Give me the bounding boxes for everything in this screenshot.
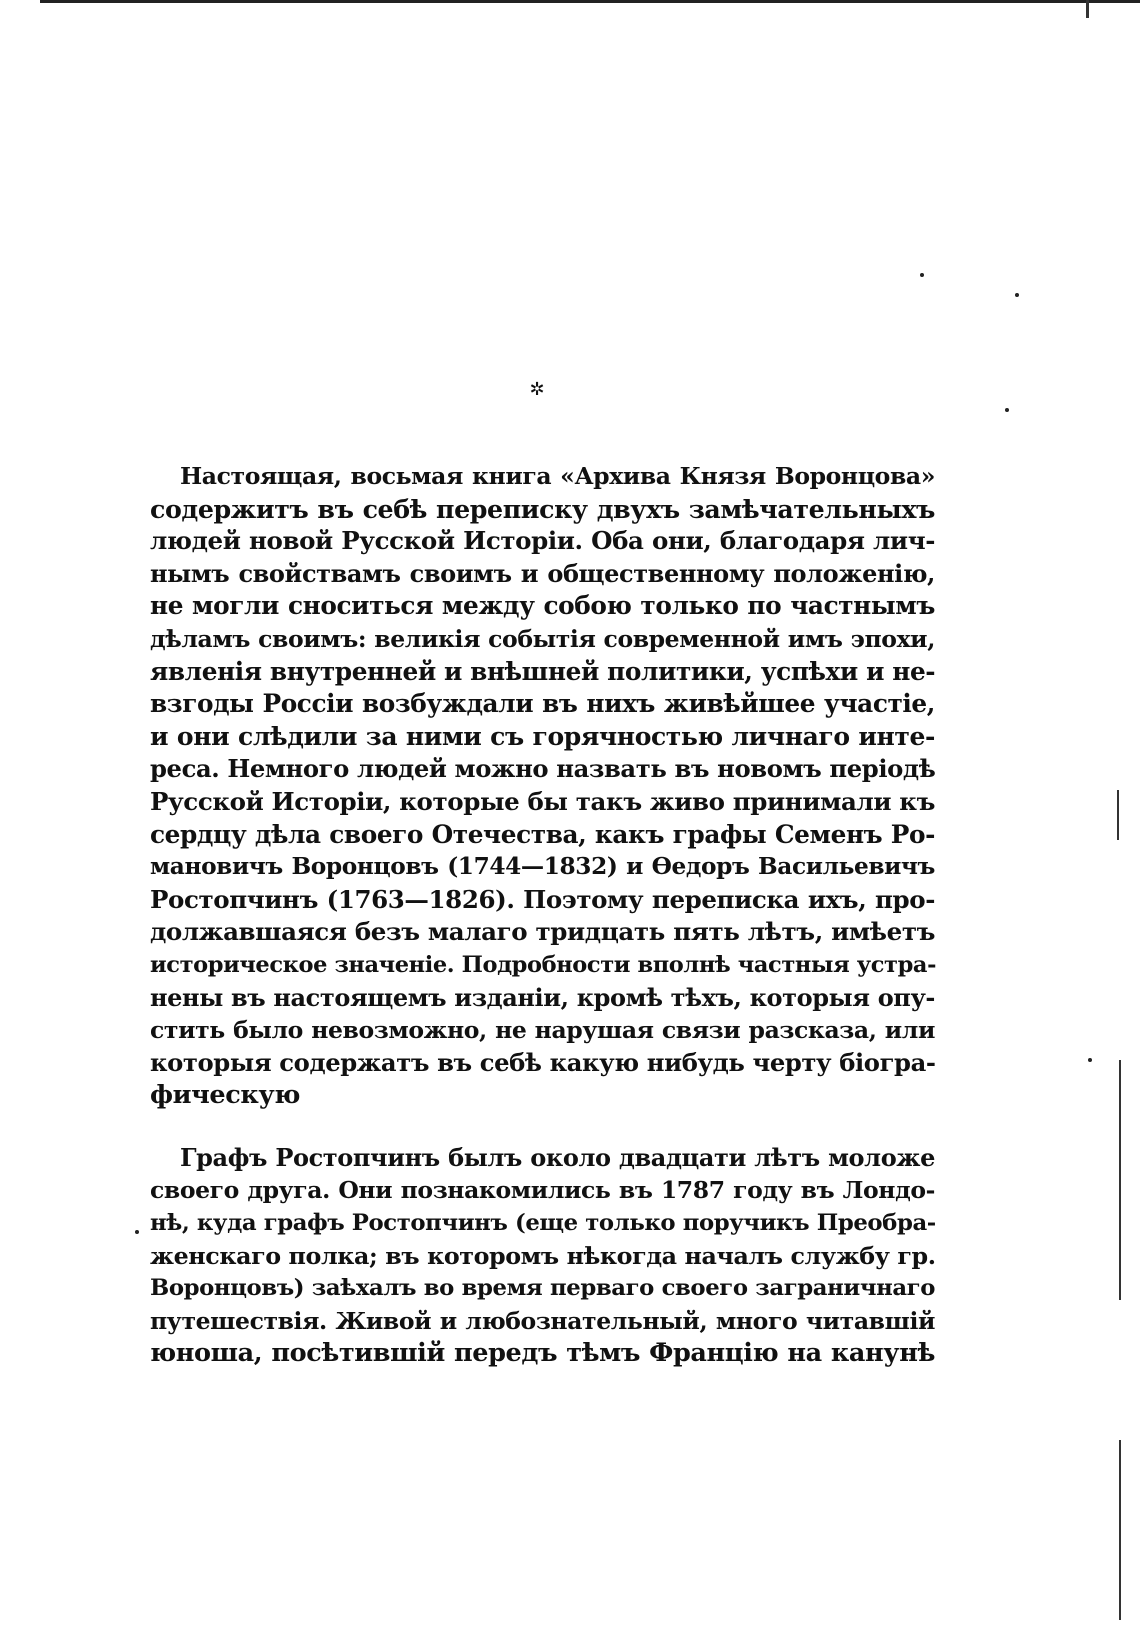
top-edge-rule	[40, 0, 1140, 3]
text-line: Русской Исторіи, которые бы такъ живо принимали къ	[150, 786, 935, 816]
text-line: и они слѣдили за ними съ горячностью личнаго инте-	[150, 721, 935, 751]
text-line: нены въ настоящемъ изданіи, кромѣ тѣхъ, которыя опу-	[150, 982, 935, 1012]
text-line: женскаго полка; въ которомъ нѣкогда началъ службу гр.	[150, 1241, 936, 1270]
text-line: стить было невозможно, не нарушая связи разсказа, или	[150, 1016, 935, 1045]
text-line: дѣламъ своимъ: великія событія современной имъ эпохи,	[150, 624, 935, 653]
ornament-icon: ✲	[529, 379, 545, 400]
text-line: явленія внутренней и внѣшней политики, успѣхи и не-	[150, 656, 936, 686]
text-line: своего друга. Они познакомились въ 1787 году въ Лондо-	[150, 1176, 935, 1205]
scan-speck	[1015, 293, 1019, 297]
text-line: не могли сноситься между собою только по частнымъ	[150, 591, 935, 621]
scan-speck	[1005, 408, 1009, 412]
text-line: взгоды Россіи возбуждали въ нихъ живѣйшее участіе,	[150, 689, 935, 719]
text-line: Графъ Ростопчинъ былъ около двадцати лѣтъ моложе	[180, 1142, 935, 1172]
text-line: мановичъ Воронцовъ (1744—1832) и Ѳедоръ Васильевичъ	[150, 853, 935, 881]
text-line: историческое значеніе. Подробности вполнѣ частныя устра-	[150, 951, 937, 978]
text-line: людей новой Русской Исторіи. Оба они, благодаря лич-	[150, 526, 935, 556]
text-line: фическую	[150, 1080, 301, 1111]
paragraph	[150, 460, 935, 1112]
text-line: сердцу дѣла своего Отечества, какъ графы Семенъ Ро-	[150, 819, 935, 849]
text-line: должавшаяся безъ малаго тридцать пять лѣтъ, имѣетъ	[150, 917, 935, 947]
text-line: Настоящая, восьмая книга «Архива Князя Воронцова»	[180, 462, 935, 490]
text-line: Воронцовъ) заѣхалъ во время перваго своего заграничнаго	[150, 1275, 935, 1302]
text-line: юноша, посѣтившій передъ тѣмъ Францію на канунѣ	[150, 1338, 935, 1369]
scan-speck	[135, 1230, 139, 1234]
scan-edge-mark	[1117, 790, 1119, 840]
text-line: нѣ, куда графъ Ростопчинъ (еще только поручикъ Преобра-	[150, 1210, 936, 1237]
text-line: путешествія. Живой и любознательный, много читавшій	[150, 1306, 935, 1335]
text-line: содержитъ въ себѣ переписку двухъ замѣчательныхъ	[150, 493, 935, 524]
scan-speck	[920, 273, 924, 277]
text-line: нымъ свойствамъ своимъ и общественному положенію,	[150, 558, 935, 588]
text-line: реса. Немного людей можно назвать въ новомъ періодѣ	[150, 754, 936, 784]
scan-edge-mark	[1086, 0, 1089, 18]
body-text	[150, 460, 935, 1370]
scan-speck	[1088, 1058, 1092, 1062]
scan-edge-mark	[1119, 1060, 1121, 1300]
scan-edge-mark	[1119, 1440, 1121, 1620]
text-line: которыя содержатъ въ себѣ какую нибудь черту біогра-	[150, 1047, 936, 1077]
text-line: Ростопчинъ (1763—1826). Поэтому переписка ихъ, про-	[150, 884, 935, 914]
paragraph	[150, 1142, 935, 1370]
